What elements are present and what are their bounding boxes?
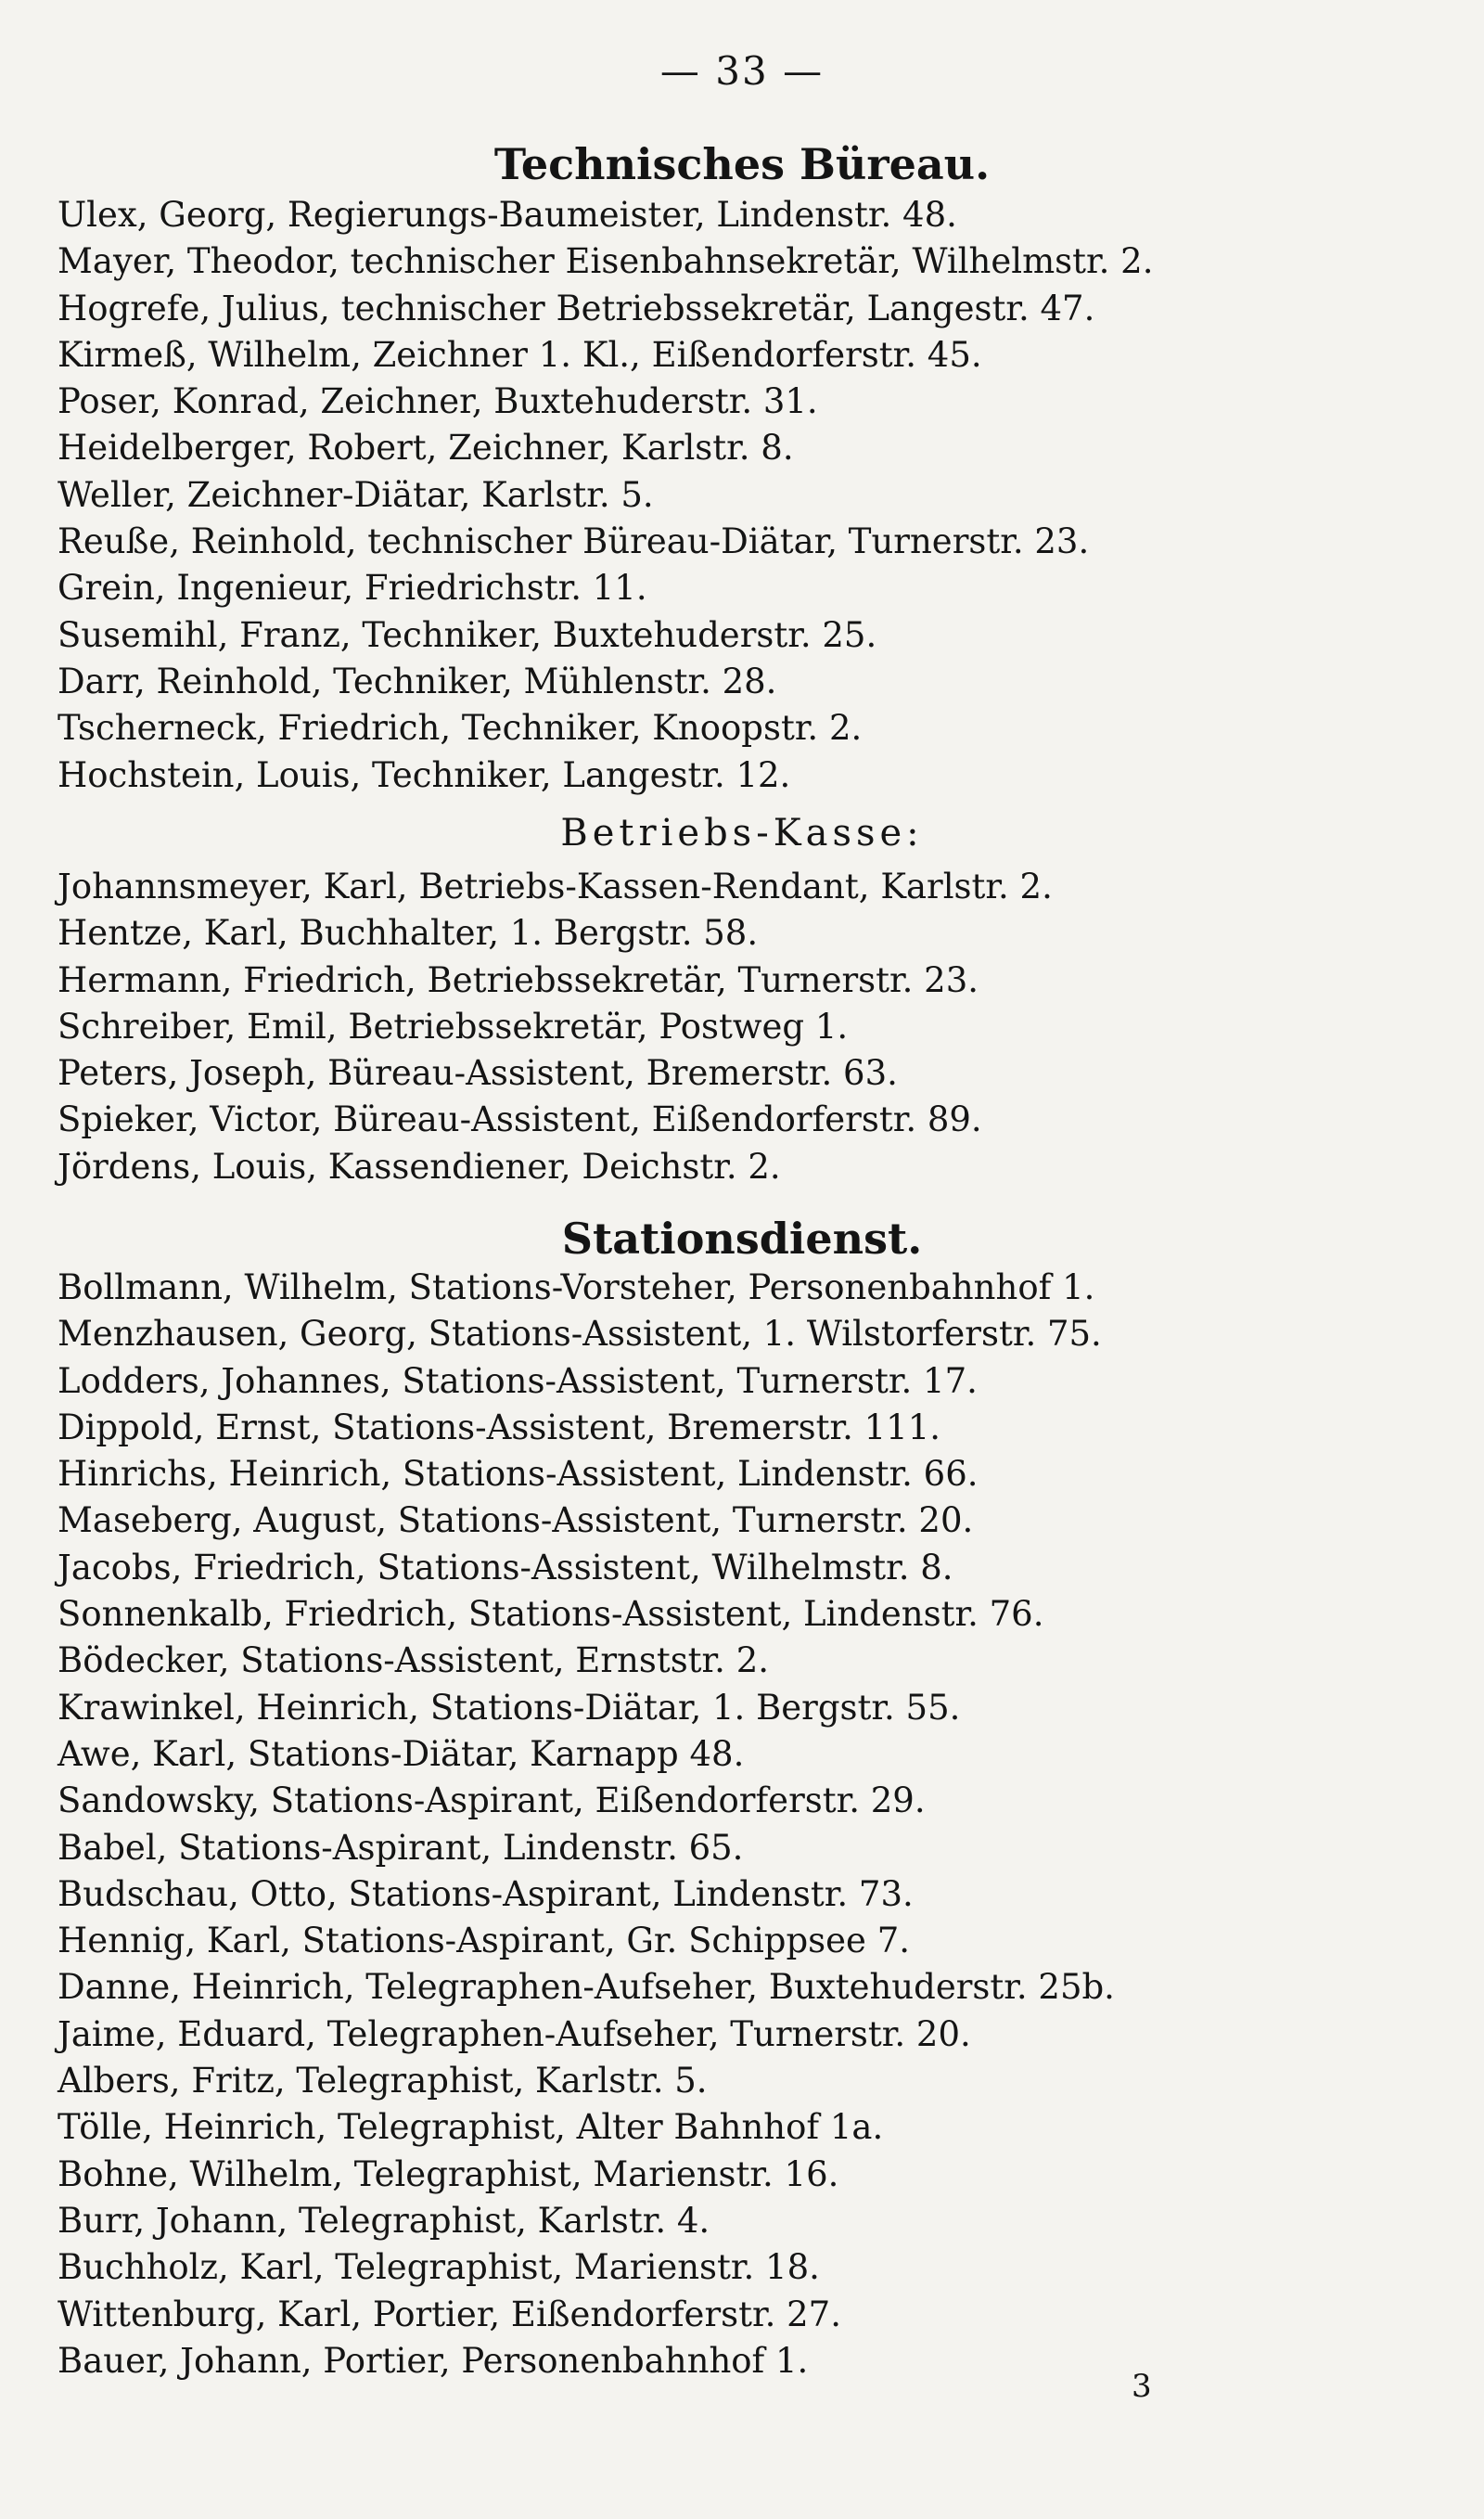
- directory-entry: Bohne, Wilhelm, Telegraphist, Marienstr. 16.: [58, 2153, 839, 2194]
- directory-entry: Susemihl, Franz, Techniker, Buxtehuderstr. 25.: [58, 614, 877, 655]
- directory-entry: Heidelberger, Robert, Zeichner, Karlstr. 8.: [58, 428, 794, 469]
- directory-entry: Lodders, Johannes, Stations-Assistent, Turnerstr. 17.: [58, 1360, 978, 1401]
- directory-entry: Spieker, Victor, Büreau-Assistent, Eißendorferstr. 89.: [58, 1099, 982, 1140]
- page-number: — 33 —: [659, 48, 825, 94]
- section-heading-betriebs-kasse: Betriebs-Kasse:: [560, 812, 924, 855]
- directory-entry: Sandowsky, Stations-Aspirant, Eißendorferstr. 29.: [58, 1780, 926, 1821]
- directory-entry: Awe, Karl, Stations-Diätar, Karnapp 48.: [58, 1733, 745, 1774]
- directory-entry: Wittenburg, Karl, Portier, Eißendorferstr. 27.: [58, 2294, 841, 2334]
- directory-entry: Bollmann, Wilhelm, Stations-Vorsteher, Personenbahnhof 1.: [58, 1267, 1095, 1307]
- directory-entry: Hennig, Karl, Stations-Aspirant, Gr. Schippsee 7.: [58, 1921, 911, 1961]
- directory-entry: Jaime, Eduard, Telegraphen-Aufseher, Turnerstr. 20.: [58, 2013, 971, 2054]
- directory-entry: Dippold, Ernst, Stations-Assistent, Bremerstr. 111.: [58, 1407, 940, 1447]
- directory-entry: Poser, Konrad, Zeichner, Buxtehuderstr. 31.: [58, 381, 818, 422]
- directory-entry: Grein, Ingenieur, Friedrichstr. 11.: [58, 568, 647, 609]
- directory-entry: Peters, Joseph, Büreau-Assistent, Bremerstr. 63.: [58, 1053, 898, 1094]
- directory-entry: Bauer, Johann, Portier, Personenbahnhof 1.: [58, 2340, 809, 2381]
- directory-entry: Danne, Heinrich, Telegraphen-Aufseher, Buxtehuderstr. 25b.: [58, 1967, 1115, 2008]
- directory-entry: Reuße, Reinhold, technischer Büreau-Diätar, Turnerstr. 23.: [58, 521, 1090, 562]
- directory-entry: Hentze, Karl, Buchhalter, 1. Bergstr. 58.: [58, 913, 759, 954]
- directory-entry: Hochstein, Louis, Techniker, Langestr. 12.: [58, 754, 791, 795]
- signature-mark: 3: [1132, 2368, 1152, 2405]
- directory-entry: Mayer, Theodor, technischer Eisenbahnsekretär, Wilhelmstr. 2.: [58, 241, 1154, 282]
- directory-entry: Bödecker, Stations-Assistent, Ernststr. 2.: [58, 1640, 769, 1681]
- directory-entry: Ulex, Georg, Regierungs-Baumeister, Lindenstr. 48.: [58, 195, 957, 235]
- directory-entry: Tscherneck, Friedrich, Techniker, Knoopstr. 2.: [58, 708, 863, 749]
- section-heading-stationsdienst: Stationsdienst.: [561, 1214, 923, 1264]
- directory-entry: Johannsmeyer, Karl, Betriebs-Kassen-Rendant, Karlstr. 2.: [58, 867, 1053, 906]
- entry-list-technisches-bureau: [58, 192, 1153, 799]
- directory-entry: Maseberg, August, Stations-Assistent, Turnerstr. 20.: [58, 1500, 974, 1541]
- directory-entry: Buchholz, Karl, Telegraphist, Marienstr. 18.: [58, 2247, 820, 2288]
- directory-entry: Menzhausen, Georg, Stations-Assistent, 1. Wilstorferstr. 75.: [58, 1314, 1102, 1355]
- directory-entry: Hogrefe, Julius, technischer Betriebssekretär, Langestr. 47.: [58, 288, 1095, 328]
- directory-entry: Tölle, Heinrich, Telegraphist, Alter Bahnhof 1a.: [58, 2107, 884, 2148]
- directory-entry: Kirmeß, Wilhelm, Zeichner 1. Kl., Eißendorferstr. 45.: [58, 334, 982, 375]
- directory-entry: Darr, Reinhold, Techniker, Mühlenstr. 28.: [58, 661, 777, 701]
- directory-entry: Albers, Fritz, Telegraphist, Karlstr. 5.: [58, 2061, 708, 2101]
- directory-entry: Jördens, Louis, Kassendiener, Deichstr. 2.: [58, 1146, 781, 1187]
- entry-list-betriebs-kasse: [58, 864, 1053, 1190]
- directory-entry: Weller, Zeichner-Diätar, Karlstr. 5.: [58, 474, 654, 515]
- directory-entry: Schreiber, Emil, Betriebssekretär, Postweg 1.: [58, 1006, 849, 1047]
- directory-entry: Sonnenkalb, Friedrich, Stations-Assistent, Lindenstr. 76.: [58, 1594, 1044, 1635]
- section-heading-technisches-bureau: Technisches Büreau.: [493, 139, 991, 189]
- directory-entry: Hinrichs, Heinrich, Stations-Assistent, Lindenstr. 66.: [58, 1454, 979, 1495]
- directory-entry: Krawinkel, Heinrich, Stations-Diätar, 1. Bergstr. 55.: [58, 1687, 961, 1728]
- directory-entry: Jacobs, Friedrich, Stations-Assistent, Wilhelmstr. 8.: [58, 1547, 953, 1587]
- directory-entry: Budschau, Otto, Stations-Aspirant, Lindenstr. 73.: [58, 1873, 914, 1914]
- directory-entry: Burr, Johann, Telegraphist, Karlstr. 4.: [58, 2200, 710, 2241]
- directory-entry: Babel, Stations-Aspirant, Lindenstr. 65.: [58, 1827, 744, 1868]
- entry-list-stationsdienst: [58, 1265, 1115, 2384]
- directory-entry: Hermann, Friedrich, Betriebssekretär, Turnerstr. 23.: [58, 959, 979, 1000]
